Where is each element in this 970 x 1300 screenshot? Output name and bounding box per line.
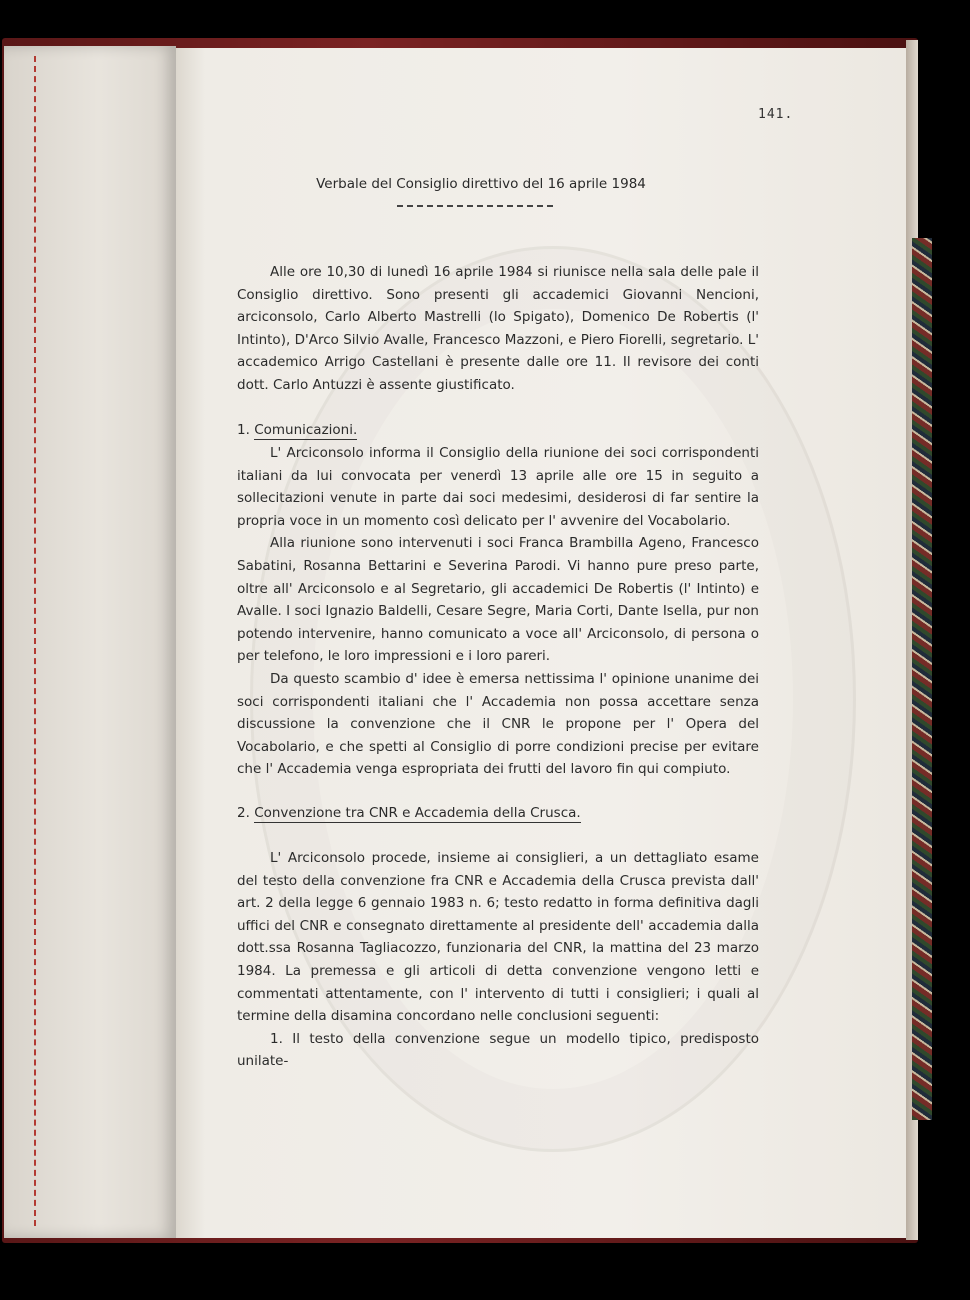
page-title: Verbale del Consiglio direttivo del 16 aprile 1984 [316,176,646,192]
intro-paragraph: Alle ore 10,30 di lunedì 16 aprile 1984 si riunisce nella sala delle pale il Consiglio direttivo. Sono presenti gli accademici Giovanni Nencioni, arciconsolo, Carlo Alberto Mastrelli (lo Spigato), Domenico De Robertis (l' Intinto), D'Arco Silvio Avalle, Francesco Mazzoni, e Piero Fiorelli, segretario. L' accademico Arrigo Castellani è presente dalle ore 11. Il revisore dei conti dott. Carlo Antuzzi è assente giustificato. [237,264,759,393]
section-2-number: 2. [237,805,250,821]
section-1-paragraph: L' Arciconsolo informa il Consiglio della riunione dei soci corrispondenti italiani da lui convocata per venerdì 13 aprile alle ore 15 in seguito a sollecitazioni venute in parte dai soci medesimi, desiderosi di far sentire la propria voce in un momento così delicato per l' avvenire del Vocabolario. [237,445,759,529]
left-page-edge [4,46,176,1238]
section-2-paragraph: 1. Il testo della convenzione segue un modello tipico, predisposto unilate- [237,1030,759,1070]
section-1-number: 1. [237,422,250,438]
title-underline [397,205,553,207]
section-2-title: Convenzione tra CNR e Accademia della Crusca. [254,805,581,821]
page-number: 141. [758,107,794,122]
marbled-fore-edge [912,238,932,1120]
section-2-heading [237,805,581,821]
section-1-paragraph: Da questo scambio d' idee è emersa nettissima l' opinione unanime dei soci corrispondenti italiani che l' Accademia non possa accettare senza discussione la convenzione che il CNR le propone per l' Opera del Vocabolario, e che spetti al Consiglio di porre condizioni precise per evitare che l' Accademia venga espropriata dei frutti del lavoro fin qui compiuto. [237,670,759,778]
intro-paragraph-block [237,261,759,397]
binding-stitch [34,56,36,1226]
section-2-paragraph: L' Arciconsolo procede, insieme ai consiglieri, a un dettagliato esame del testo della convenzione fra CNR e Accademia della Crusca prevista dall' art. 2 della legge 6 gennaio 1983 n. 6; testo redatto in forma definitiva dagli uffici del CNR e consegnato direttamente al presidente dell' accademia dalla dott.ssa Rosanna Tagliacozzo, funzionaria del CNR, la mattina del 23 marzo 1984. La premessa e gli articoli di detta convenzione vengono letti e commentati attentamente, con l' intervento di tutti i consiglieri; i quali al termine della disamina concordano nelle conclusioni seguenti: [237,850,759,1025]
document-page [176,48,906,1238]
section-1-paragraph: Alla riunione sono intervenuti i soci Franca Brambilla Ageno, Francesco Sabatini, Rosanna Bettarini e Severina Parodi. Vi hanno pure preso parte, oltre all' Arciconsolo e al Segretario, gli accademici De Robertis (l' Intinto) e Avalle. I soci Ignazio Baldelli, Cesare Segre, Maria Corti, Dante Isella, pur non potendo intervenire, hanno comunicato a voce all' Arciconsolo, di persona o per telefono, le loro impressioni e i loro pareri. [237,535,759,665]
section-1-heading [237,422,357,438]
section-2-body [237,847,759,1073]
section-1-body [237,442,759,781]
section-1-title: Comunicazioni. [254,422,358,438]
